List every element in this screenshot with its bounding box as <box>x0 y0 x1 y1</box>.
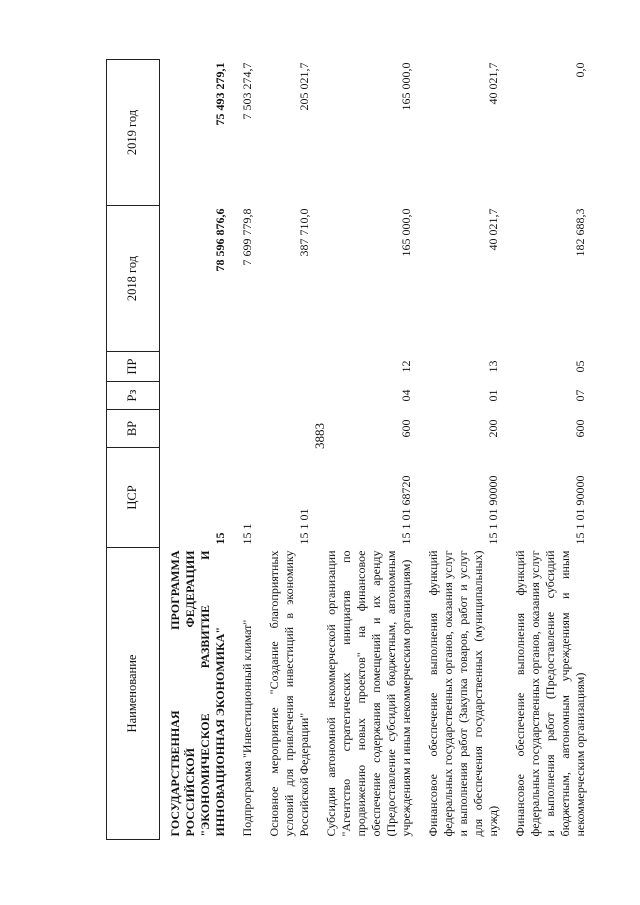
table-row <box>160 60 233 840</box>
row-value-2018: 40 021,7 <box>486 208 500 251</box>
header-pr: ПР <box>107 352 160 382</box>
row-pr: 13 <box>486 360 500 373</box>
row-vr: 600 <box>399 419 413 438</box>
row-csr: 15 1 01 <box>297 508 311 545</box>
row-value-2018: 7 699 779,8 <box>240 208 254 266</box>
header-row <box>107 60 160 840</box>
row-rz: 04 <box>399 389 413 402</box>
row-csr: 15 <box>213 532 227 545</box>
header-vr: ВР <box>107 410 160 448</box>
row-value-2019: 165 000,0 <box>399 62 413 111</box>
row-name: Подпрограмма "Инвестиционный климат" <box>240 619 254 837</box>
row-name: Финансовое обеспечение выполнения функций федеральных государственных органов, оказания услуг и выполнения работ (Закупка товаров, работ и услуг для обеспечения государственных (муниципальных) нужд) <box>426 550 500 837</box>
table-row <box>259 60 316 840</box>
row-value-2018: 165 000,0 <box>399 208 413 257</box>
row-rz <box>160 382 233 410</box>
row-value-2018: 78 596 876,6 <box>213 208 227 272</box>
table-row <box>418 60 505 840</box>
row-value-2018: 182 688,3 <box>573 208 587 257</box>
row-name: Основное мероприятие "Создание благоприятных условий для привлечения инвестиций в экономику Российской Федерации" <box>267 550 311 837</box>
row-vr <box>232 410 259 448</box>
row-vr: 600 <box>573 419 587 438</box>
row-name: ГОСУДАРСТВЕННАЯ ПРОГРАММА РОССИЙСКОЙ ФЕДЕРАЦИИ "ЭКОНОМИЧЕСКОЕ РАЗВИТИЕ И ИННОВАЦИОННАЯ ЭКОНОМИКА" <box>168 550 227 837</box>
table-body <box>160 60 593 840</box>
header-rz: Рз <box>107 382 160 410</box>
row-pr: 05 <box>573 360 587 373</box>
row-value-2019: 75 493 279,1 <box>213 62 227 126</box>
row-vr <box>259 410 316 448</box>
budget-table <box>106 59 592 840</box>
row-value-2019: 205 021,7 <box>297 62 311 111</box>
row-value-2019: 0,0 <box>573 62 587 78</box>
row-csr: 15 1 <box>240 523 254 545</box>
row-vr: 200 <box>486 419 500 438</box>
row-value-2019: 40 021,7 <box>486 62 500 105</box>
header-2018: 2018 год <box>107 206 160 352</box>
row-pr <box>160 352 233 382</box>
row-pr <box>232 352 259 382</box>
row-csr: 15 1 01 90000 <box>573 475 587 545</box>
row-name: Финансовое обеспечение выполнения функций федеральных государственных органов, оказания услуг и выполнения работ (Предоставление субсидий бюджетным, автономным учреждениям и иным некоммерческим организациям) <box>513 550 587 837</box>
rotated-sheet <box>106 60 618 840</box>
row-value-2018: 387 710,0 <box>297 208 311 257</box>
row-csr: 15 1 01 90000 <box>486 475 500 545</box>
row-rz: 01 <box>486 389 500 402</box>
table-row <box>316 60 418 840</box>
header-name: Наименование <box>107 548 160 840</box>
table-row <box>505 60 592 840</box>
row-value-2019: 7 503 274,7 <box>240 62 254 120</box>
table-row <box>232 60 259 840</box>
row-rz <box>232 382 259 410</box>
row-name: Субсидия автономной некоммерческой организации "Агентство стратегических инициатив по продвижению новых проектов" на финансовое обеспечение содержания помещений и их аренду (Предоставление субсидий бюджетным, автономным учреждениям и иным некоммерческим организациям) <box>324 550 413 837</box>
row-csr: 15 1 01 68720 <box>399 475 413 545</box>
row-pr: 12 <box>399 360 413 373</box>
header-2019: 2019 год <box>107 60 160 206</box>
row-rz <box>259 382 316 410</box>
header-csr: ЦСР <box>107 448 160 548</box>
row-pr <box>259 352 316 382</box>
row-vr <box>160 410 233 448</box>
page-number: 3883 <box>312 423 327 449</box>
row-rz: 07 <box>573 389 587 402</box>
